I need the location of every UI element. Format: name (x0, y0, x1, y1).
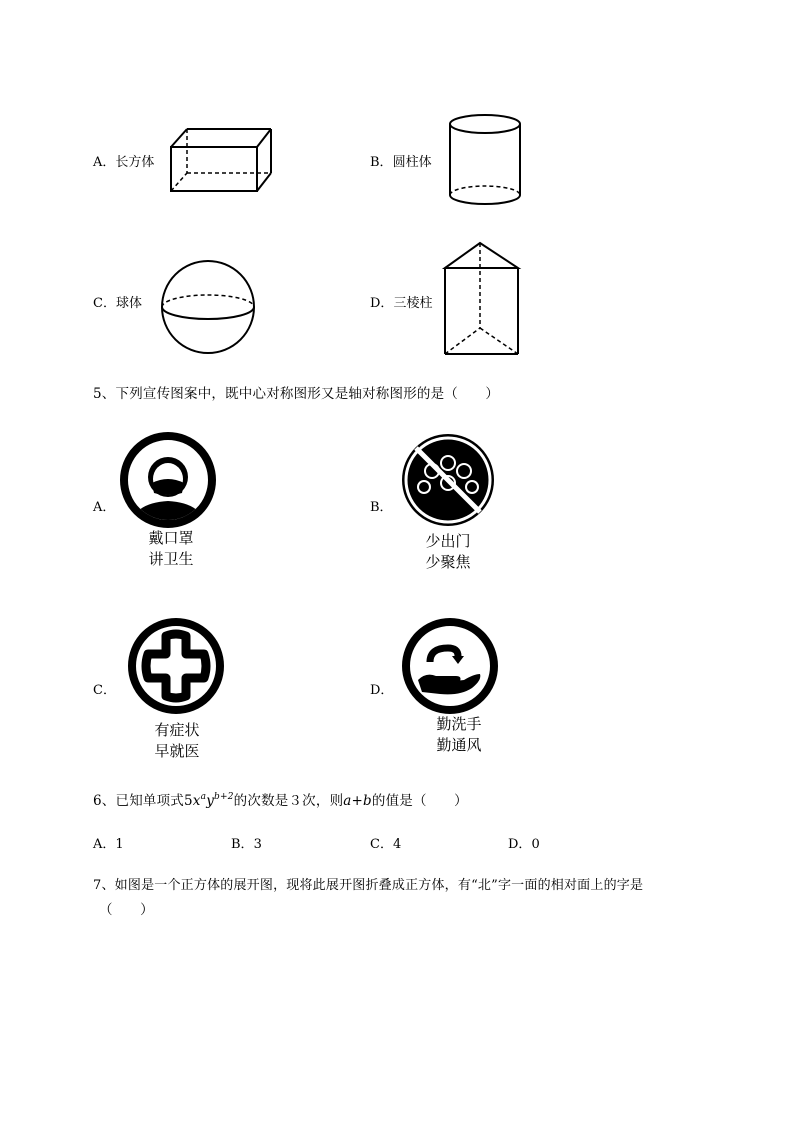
option-text: 长方体 (115, 155, 155, 170)
option-letter: A． (93, 500, 116, 515)
cuboid-figure (165, 125, 275, 197)
option-value: 3 (253, 837, 262, 852)
option-text: 球体 (115, 296, 142, 311)
q5-caption-a (126, 528, 216, 570)
q4-option-b[interactable] (370, 151, 432, 170)
option-value: 0 (531, 837, 540, 852)
option-text: 三棱柱 (393, 296, 433, 311)
q6-stem (93, 789, 468, 809)
mask-person-icon (118, 433, 218, 529)
exponent-a: a (200, 792, 207, 802)
option-text: 圆柱体 (392, 155, 432, 170)
q6-prefix: 6、已知单项式 (93, 793, 184, 809)
caption-line: 有症状 (154, 721, 200, 739)
exponent-b2: b+2 (214, 792, 234, 802)
q5-option-c[interactable] (93, 679, 116, 698)
q7-stem: 7、如图是一个正方体的展开图，现将此展开图折叠成正方体，有“北”字一面的相对面上的字是 (93, 878, 644, 893)
q6-option-d[interactable] (508, 833, 540, 852)
q6-suffix: 的值是（ ） (371, 793, 468, 809)
hand-washing-icon (400, 618, 500, 714)
sphere-figure (158, 260, 258, 356)
option-value: 1 (115, 837, 124, 852)
q5-caption-b (403, 531, 493, 573)
q5-option-a[interactable] (93, 496, 115, 515)
option-letter: C． (93, 296, 116, 311)
q6-option-c[interactable] (370, 833, 401, 852)
caption-line: 戴口罩 (148, 529, 194, 547)
caption-line: 勤洗手 (436, 715, 482, 733)
crowd-prohibited-icon (398, 433, 498, 529)
caption-line: 早就医 (154, 742, 200, 760)
option-letter: A． (93, 837, 116, 852)
caption-line: 少聚焦 (425, 553, 471, 571)
cylinder-figure (445, 112, 525, 210)
option-letter: D． (508, 837, 532, 852)
option-letter: A． (93, 155, 116, 170)
medical-cross-icon (126, 618, 226, 714)
q6-option-b[interactable] (231, 833, 262, 852)
caption-line: 讲卫生 (148, 550, 194, 568)
variable-x: x (192, 793, 201, 809)
q4-option-a[interactable] (93, 151, 154, 170)
option-letter: D． (370, 683, 394, 698)
coefficient: 5 (184, 793, 193, 809)
option-letter: B． (231, 837, 254, 852)
triangular-prism-figure (440, 240, 526, 360)
q4-option-d[interactable] (370, 292, 432, 311)
q4-option-c[interactable] (93, 292, 142, 311)
q5-caption-c (132, 720, 222, 762)
option-letter: C． (370, 837, 393, 852)
q7-answer-blank: （ ） (99, 902, 154, 918)
q5-stem: 5、下列宣传图案中，既中心对称图形又是轴对称图形的是（ ） (93, 386, 500, 402)
option-letter: D． (370, 296, 394, 311)
q5-option-d[interactable] (370, 679, 393, 698)
variable-y: y (206, 793, 215, 809)
q6-middle: 的次数是３次，则 (233, 793, 344, 809)
option-letter: B． (370, 155, 393, 170)
q5-option-b[interactable] (370, 496, 393, 515)
q6-option-a[interactable] (93, 833, 124, 852)
q6-expr: a+b (343, 793, 372, 809)
monomial (184, 793, 234, 809)
option-letter: B． (370, 500, 393, 515)
q5-caption-d (414, 714, 504, 756)
caption-line: 少出门 (425, 532, 471, 550)
option-value: 4 (392, 837, 402, 852)
option-letter: C． (93, 683, 116, 698)
caption-line: 勤通风 (436, 736, 482, 754)
